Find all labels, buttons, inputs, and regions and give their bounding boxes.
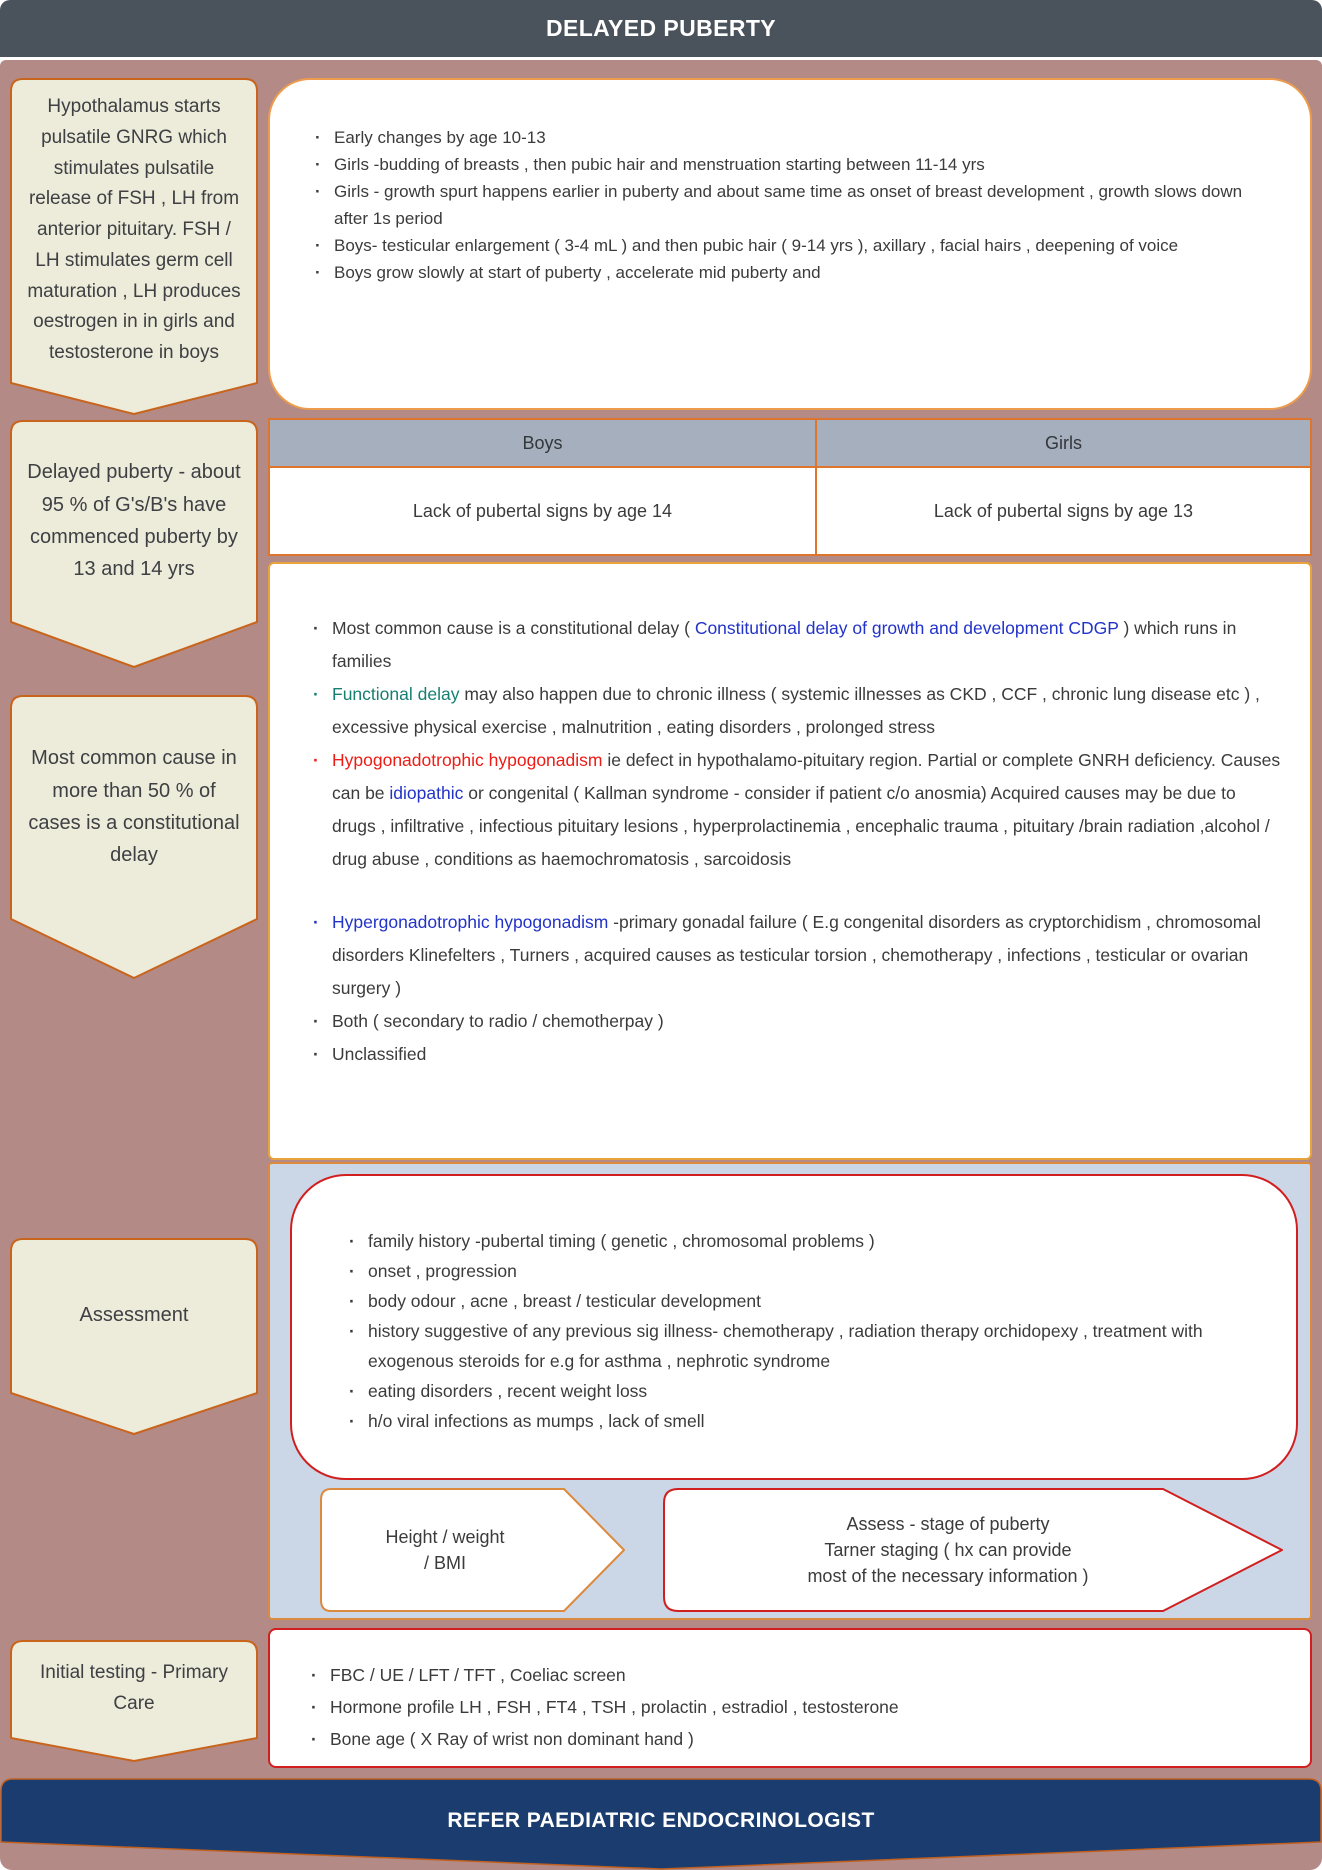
step-label: Initial testing - Primary Care [40,1662,228,1714]
footer-banner [0,1778,1322,1870]
assessment-list [344,1226,1256,1436]
initial-testing-box [268,1628,1312,1768]
assess-stage-arrow [663,1488,1284,1612]
bullet-item: · Functional delay may also happen due to chronic illness ( systemic illnesses as CKD , CCF , chronic lung disease etc ) , excessive physical exercise , malnutrition , eating disorders , prolonged stress [313,684,1260,737]
criteria-cell-girls: Lack of pubertal signs by age 13 [817,468,1310,554]
arrow-label-line: Assess - stage of puberty [846,1513,1050,1534]
pubertal-signs-list [310,124,1276,286]
bullet-item: · Both ( secondary to radio / chemotherpay ) [313,1011,664,1031]
bullet-item: · Boys- testicular enlargement ( 3-4 mL ) and then pubic hair ( 9-14 yrs ), axillary , facial hairs , deepening of voice [315,236,1179,255]
assess-stage-label [693,1488,1203,1612]
bullet-item: · Most common cause is a constitutional delay ( Constitutional delay of growth and development CDGP ) which runs in families [313,618,1237,671]
bullet-item: · Hypogonadotrophic hypogonadism ie defect in hypothalamo-pituitary region. Partial or complete GNRH deficiency. Causes can be idiopathic or congenital ( Kallman syndrome - consider if patient c/o anosmia) Acquired causes may be due to drugs , infiltrative , infectious pituitary lesions , hyperprolactinemia , encephalic trauma , pituitary /brain radiation ,alcohol / drug abuse , conditions as haemochromatosis , sarcoidosis [313,750,1281,869]
footer-label: REFER PAEDIATRIC ENDOCRINOLOGIST [447,1809,875,1832]
step-box-most-common-cause [10,695,258,979]
page-title: DELAYED PUBERTY [545,15,777,41]
causes-box [268,562,1312,1160]
step-label: Most common cause in more than 50 % of cases is a constitutional delay [28,747,240,867]
bullet-item: · Early changes by age 10-13 [315,128,546,147]
step-box-initial-testing [10,1640,258,1762]
height-weight-label [320,1488,570,1612]
criteria-table-body-row [270,468,1310,554]
arrow-label-line: most of the necessary information ) [807,1566,1089,1587]
criteria-table-header-girls: Girls [817,420,1310,466]
causes-list [308,612,1282,1071]
bullet-item: · Girls -budding of breasts , then pubic hair and menstruation starting between 11-14 yrs [315,155,985,174]
bullet-item: · onset , progression [349,1261,517,1281]
criteria-cell-boys: Lack of pubertal signs by age 14 [270,468,817,554]
bullet-item: · h/o viral infections as mumps , lack of smell [349,1411,705,1431]
bullet-item: · body odour , acne , breast / testicular development [349,1291,762,1311]
bullet-item: · Hypergonadotrophic hypogonadism -primary gonadal failure ( E.g congenital disorders as cryptorchidism , chromosomal disorders Klinefelters , Turners , acquired causes as testicular torsion , chemotherapy , infections , testicular or ovarian surgery ) [313,912,1261,998]
step-box-assessment [10,1238,258,1435]
arrow-label-line: / BMI [423,1553,466,1573]
bullet-item: · eating disorders , recent weight loss [349,1381,648,1401]
bullet-item: · Bone age ( X Ray of wrist non dominant hand ) [311,1729,694,1749]
step-label: Delayed puberty - about 95 % of G's/B's have commenced puberty by 13 and 14 yrs [27,461,241,581]
bullet-item: · family history -pubertal timing ( genetic , chromosomal problems ) [349,1231,875,1251]
bullet-item: · FBC / UE / LFT / TFT , Coeliac screen [311,1665,626,1685]
initial-testing-list [306,1659,1280,1755]
bullet-item: · history suggestive of any previous sig illness- chemotherapy , radiation therapy orchidopexy , treatment with exogenous steroids for e.g for asthma , nephrotic syndrome [349,1321,1203,1371]
step-label: Assessment [79,1304,189,1327]
criteria-table [268,418,1312,556]
bullet-item: · Hormone profile LH , FSH , FT4 , TSH , prolactin , estradiol , testosterone [311,1697,899,1717]
bullet-item: · Boys grow slowly at start of puberty , accelerate mid puberty and [315,263,821,282]
criteria-table-header-row [270,420,1310,468]
title-bar [0,0,1322,57]
criteria-table-header-boys: Boys [270,420,817,466]
bullet-item: · Unclassified [313,1044,427,1064]
height-weight-arrow [320,1488,625,1612]
assessment-history-box [290,1174,1298,1480]
arrow-label-line: Tarner staging ( hx can provide [824,1539,1072,1560]
step-box-hypothalamus [10,78,258,415]
arrow-label-line: Height / weight [385,1526,505,1547]
step-label: Hypothalamus starts pulsatile GNRG which stimulates pulsatile release of FSH , LH from anterior pituitary. FSH / LH stimulates germ cell maturation , LH produces oestrogen in in girls and testosterone in boys [27,96,241,364]
step-box-delayed-definition [10,420,258,668]
pubertal-signs-box [268,78,1312,410]
bullet-item: · Girls - growth spurt happens earlier in puberty and about same time as onset of breast development , growth slows down after 1s period [315,182,1243,228]
